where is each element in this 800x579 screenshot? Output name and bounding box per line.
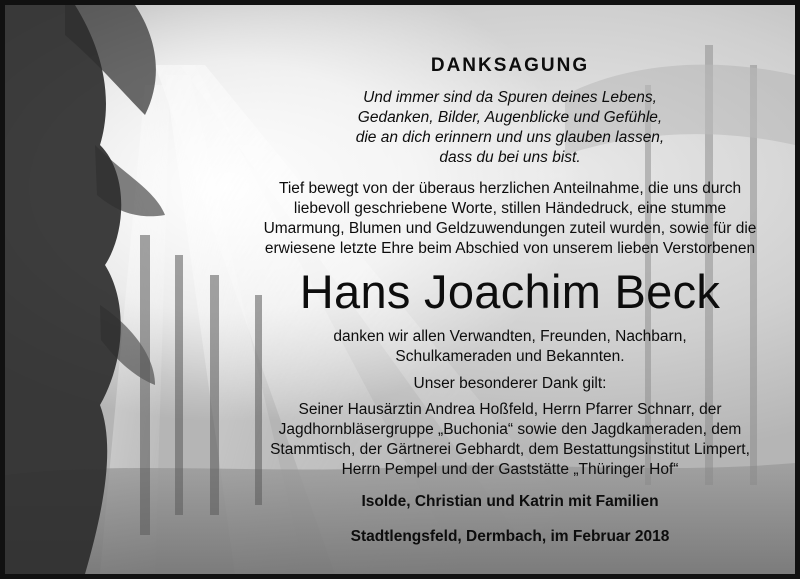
thanks-line: erwiesene letzte Ehre beim Abschied von unserem lieben Verstorbenen — [264, 240, 756, 257]
special-thanks — [205, 374, 800, 480]
thanks-line: liebevoll geschriebene Worte, stillen Händedruck, eine stumme — [293, 200, 727, 217]
thanks-paragraph — [205, 179, 800, 259]
special-thanks-line: Jagdhornbläsergruppe „Buchonia“ sowie den Jagdkameraden, dem — [278, 421, 742, 438]
poem-line: Und immer sind da Spuren deines Lebens, — [363, 89, 657, 106]
recipients-line: Schulkameraden und Bekannten. — [395, 348, 625, 365]
poem-line: die an dich erinnern und uns glauben lassen, — [355, 129, 665, 146]
thanks-line: Tief bewegt von der überaus herzlichen Anteilnahme, die uns durch — [278, 180, 742, 197]
poem — [205, 88, 800, 168]
recipients-paragraph — [205, 327, 800, 367]
recipients-line: danken wir allen Verwandten, Freunden, Nachbarn, — [333, 328, 687, 345]
poem-line: dass du bei uns bist. — [439, 149, 581, 166]
thanks-line: Umarmung, Blumen und Geldzuwendungen zuteil wurden, sowie für die — [263, 220, 757, 237]
notice-title: DANKSAGUNG — [430, 55, 590, 76]
special-thanks-line: Seiner Hausärztin Andrea Hoßfeld, Herrn Pfarrer Schnarr, der — [298, 401, 722, 418]
family-signature: Isolde, Christian und Katrin mit Familien — [361, 493, 659, 510]
special-thanks-line: Herrn Pempel und der Gaststätte „Thüringer Hof“ — [341, 461, 679, 478]
special-thanks-heading: Unser besonderer Dank gilt: — [413, 375, 607, 392]
place-date: Stadtlengsfeld, Dermbach, im Februar 2018 — [350, 528, 670, 545]
special-thanks-line: Stammtisch, der Gärtnerei Gebhardt, dem Bestattungsinstitut Limpert, — [270, 441, 750, 458]
deceased-name: Hans Joachim Beck — [299, 265, 721, 318]
poem-line: Gedanken, Bilder, Augenblicke und Gefühle, — [357, 109, 663, 126]
